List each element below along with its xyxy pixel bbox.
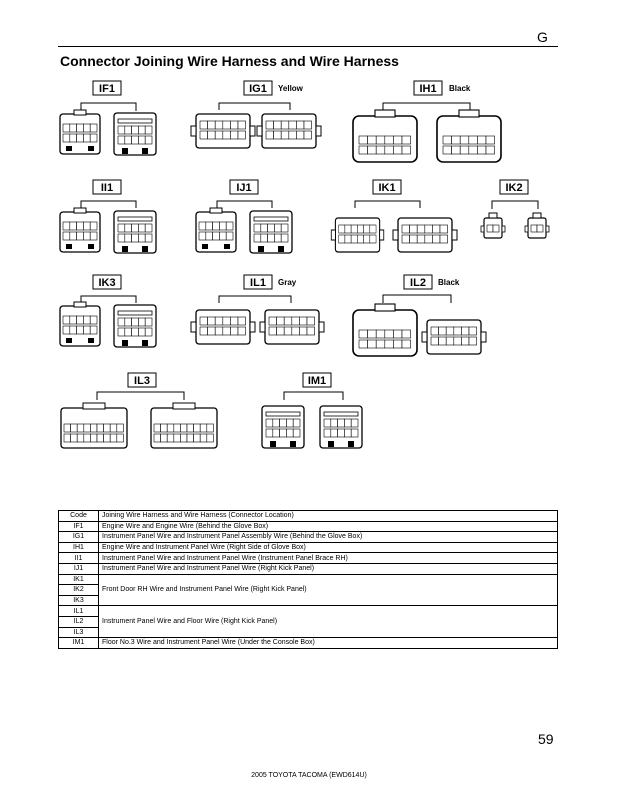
page-title: Connector Joining Wire Harness and Wire Harness <box>60 53 399 69</box>
table-cell-code: IL3 <box>59 627 99 638</box>
code-label-IF1: IF1 <box>99 83 115 95</box>
table-row <box>59 542 558 553</box>
table-cell-desc: Instrument Panel Wire and Instrument Panel Wire (Right Kick Panel) <box>99 563 558 574</box>
table-header-code: Code <box>59 511 99 522</box>
section-letter: G <box>537 29 548 45</box>
table-cell-desc: Front Door RH Wire and Instrument Panel Wire (Right Kick Panel) <box>99 574 558 606</box>
table-cell-code: IL2 <box>59 616 99 627</box>
table-row <box>59 553 558 564</box>
code-label-IH1: IH1 <box>419 83 437 95</box>
code-label-IM1: IM1 <box>307 375 327 387</box>
table-row <box>59 563 558 574</box>
code-label-IL1: IL1 <box>250 277 266 289</box>
table-cell-desc: Instrument Panel Wire and Instrument Panel Assembly Wire (Behind the Glove Box) <box>99 532 558 543</box>
code-label-IL3: IL3 <box>134 375 150 387</box>
table-cell-code: II1 <box>59 553 99 564</box>
footer-text: 2005 TOYOTA TACOMA (EWD614U) <box>251 772 367 779</box>
code-label-IJ1: IJ1 <box>236 182 252 194</box>
table-cell-code: IK3 <box>59 595 99 606</box>
page-number: 59 <box>538 731 554 747</box>
table-row <box>59 574 558 585</box>
table-cell-desc: Instrument Panel Wire and Floor Wire (Right Kick Panel) <box>99 606 558 638</box>
table-cell-code: IM1 <box>59 638 99 649</box>
table-row <box>59 638 558 649</box>
table-cell-code: IJ1 <box>59 563 99 574</box>
table-cell-desc: Instrument Panel Wire and Instrument Panel Wire (Instrument Panel Brace RH) <box>99 553 558 564</box>
connector-location-table <box>58 510 558 649</box>
code-label-IK3: IK3 <box>98 277 116 289</box>
table-cell-code: IK2 <box>59 585 99 596</box>
code-label-IL2: IL2 <box>410 277 426 289</box>
code-label-IK1: IK1 <box>378 182 396 194</box>
color-label-IL1: Gray <box>278 278 297 287</box>
table-cell-code: IG1 <box>59 532 99 543</box>
table-cell-desc: Engine Wire and Instrument Panel Wire (Right Side of Glove Box) <box>99 542 558 553</box>
code-label-II1: II1 <box>100 182 114 194</box>
table-cell-code: IK1 <box>59 574 99 585</box>
code-label-IK2: IK2 <box>505 182 523 194</box>
table-header-row <box>59 511 558 522</box>
color-label-IG1: Yellow <box>278 84 303 93</box>
table-cell-code: IF1 <box>59 521 99 532</box>
color-label-IH1: Black <box>449 84 471 93</box>
table-row <box>59 532 558 543</box>
table-cell-desc: Floor No.3 Wire and Instrument Panel Wire (Under the Console Box) <box>99 638 558 649</box>
code-label-IG1: IG1 <box>249 83 267 95</box>
table-cell-desc: Engine Wire and Engine Wire (Behind the Glove Box) <box>99 521 558 532</box>
table-header-desc: Joining Wire Harness and Wire Harness (Connector Location) <box>99 511 558 522</box>
table-row <box>59 606 558 617</box>
table-row <box>59 521 558 532</box>
table-cell-code: IL1 <box>59 606 99 617</box>
table-cell-code: IH1 <box>59 542 99 553</box>
color-label-IL2: Black <box>438 278 460 287</box>
